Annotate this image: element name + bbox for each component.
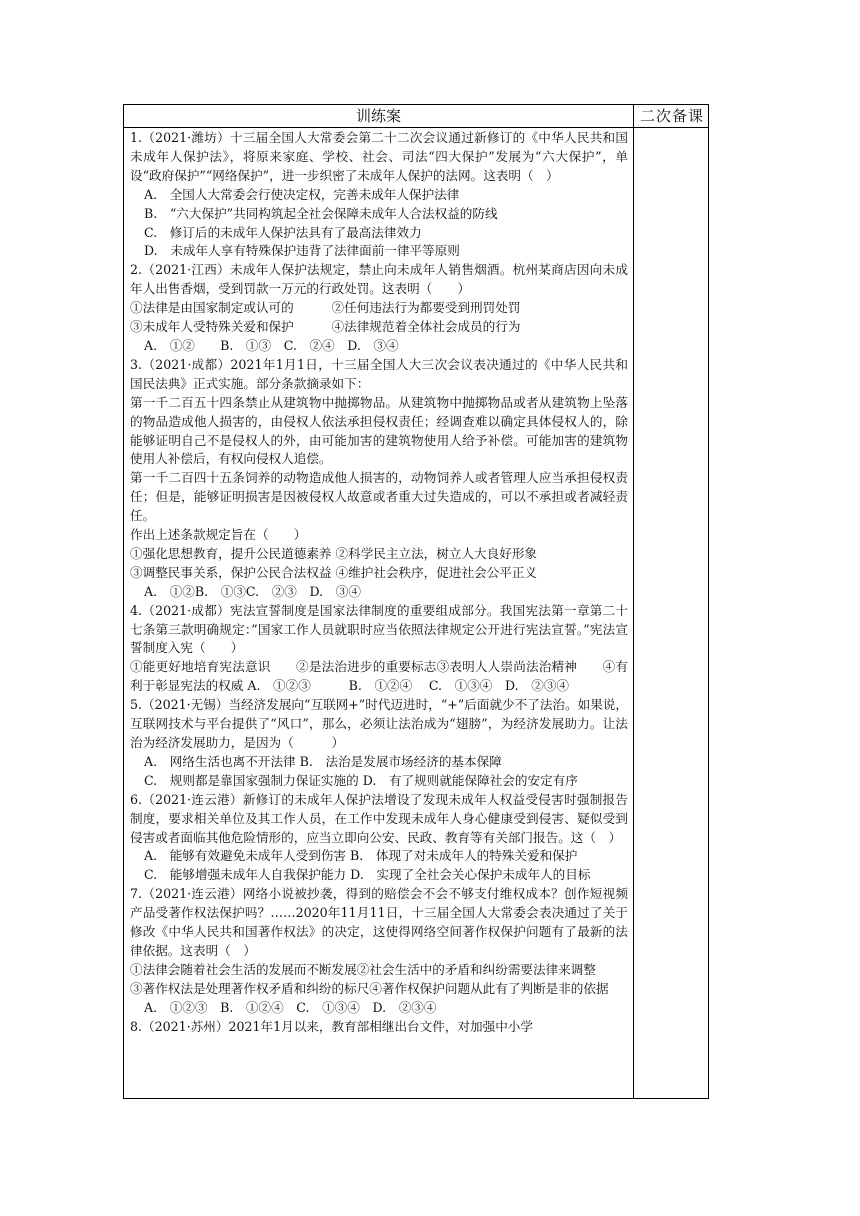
column-divider <box>633 105 634 1098</box>
q1-option-b: B. “六大保护”共同构筑起全社会保障未成年人合法权益的防线 <box>144 205 498 221</box>
q2-statement-1: ①法律是由国家制定或认可的 ②任何违法行为都要受到刑罚处罚 <box>130 300 521 316</box>
q7-stem: 7.（2021·连云港）网络小说被抄袭，得到的赔偿会不会不够支付维权成本？创作短视频产品受著作权法保护吗？……2020年11月11日，十三届全国人大常委会表决通过了关于修改《中华人民共和国著作权法》的决定，这使得网络空间著作权保护问题有了最新的法律依据。这表明（ ） <box>130 886 628 958</box>
q1-option-c: C. 修订后的未成年人保护法具有了最高法律效力 <box>144 224 422 240</box>
q3-stem: 3.（2021·成都）2021年1月1日，十三届全国人大三次会议表决通过的《中华人民共和国民法典》正式实施。部分条款摘录如下： <box>130 356 628 391</box>
header-divider <box>124 127 708 128</box>
q8-stem: 8.（2021·苏州）2021年1月以来，教育部相继出台文件，对加强中小学 <box>130 1018 533 1034</box>
header-main: 训练案 <box>355 107 401 125</box>
q5-stem: 5.（2021·无锡）当经济发展向“互联网+”时代迈进时，“+”后面就少不了法治。如果说，互联网技术与平台提供了“风口”，那么，必须让法治成为“翅膀”，为经济发展助力。让法治为经济发展助力，是因为（ ） <box>130 697 628 750</box>
q3-statement-2: ③调整民事关系，保护公民合法权益 ④维护社会秩序，促进社会公平正义 <box>130 564 538 580</box>
q7-options: A. ①②③ B. ①②④ C. ①③④ D. ②③④ <box>144 999 437 1015</box>
q2-options: A. ①② B. ①③ C. ②④ D. ③④ <box>144 337 399 353</box>
q6-options-cd: C. 能够增强未成年人自我保护能力 D. 实现了全社会关心保护未成年人的目标 <box>144 867 591 883</box>
q1-stem: 1.（2021·潍坊）十三届全国人大常委会第二十二次会议通过新修订的《中华人民共和国未成年人保护法》，将原来家庭、学校、社会、司法“四大保护”发展为“六大保护”，单设“政府保护”“网络保护”，进一步织密了未成年人保护的法网。这表明（ ） <box>130 130 628 183</box>
q2-statement-2: ③未成年人受特殊关爱和保护 ④法律规范着全体社会成员的行为 <box>130 319 521 335</box>
training-table <box>123 104 709 1099</box>
q3-options: A. ①②B. ①③C. ②③ D. ③④ <box>144 583 361 599</box>
q1-option-a: A. 全国人大常委会行使决定权，完善未成年人保护法律 <box>144 186 460 202</box>
q1-option-d: D. 未成年人享有特殊保护违背了法律面前一律平等原则 <box>144 243 460 259</box>
q5-options-cd: C. 规则都是靠国家强制力保证实施的 D. 有了规则就能保障社会的安定有序 <box>144 772 578 788</box>
q4-statements-options: ①能更好地培育宪法意识 ②是法治进步的重要标志③表明人人崇尚法治精神 ④有利于彰显宪法的权威 A. ①②③ B. ①②④ C. ①③④ D. ②③④ <box>130 659 628 694</box>
question-column <box>130 129 628 1097</box>
q7-statement-1: ①法律会随着社会生活的发展而不断发展②社会生活中的矛盾和纠纷需要法律来调整 <box>130 961 596 977</box>
q3-statement-1: ①强化思想教育，提升公民道德素养 ②科学民主立法，树立人大良好形象 <box>130 545 538 561</box>
header-side: 二次备课 <box>639 107 704 125</box>
q7-statement-2: ③著作权法是处理著作权矛盾和纠纷的标尺④著作权保护问题从此有了判断是非的依据 <box>130 980 609 996</box>
q5-options-ab: A. 网络生活也离不开法律 B. 法治是发展市场经济的基本保障 <box>144 753 502 769</box>
q2-stem: 2.（2021·江西）未成年人保护法规定，禁止向未成年人销售烟酒。杭州某商店因向未成年人出售香烟，受到罚款一万元的行政处罚。这表明（ ） <box>130 262 628 297</box>
q6-options-ab: A. 能够有效避免未成年人受到伤害 B. 体现了对未成年人的特殊关爱和保护 <box>144 848 578 864</box>
q6-stem: 6.（2021·连云港）新修订的未成年人保护法增设了发现未成年人权益受侵害时强制报告制度，要求相关单位及其工作人员，在工作中发现未成年人身心健康受到侵害、疑似受到侵害或者面临其他危险情形的，应当立即向公安、民政、教育等有关部门报告。这（ ） <box>130 791 628 845</box>
q4-stem: 4.（2021·成都）宪法宣誓制度是国家法律制度的重要组成部分。我国宪法第一章第二十七条第三款明确规定：”国家工作人员就职时应当依照法律规定公开进行宪法宣誓。”宪法宣誓制度入宪（ ） <box>130 602 628 656</box>
q3-prompt: 作出上述条款规定旨在（ ） <box>130 527 307 543</box>
q3-material-1: 第一千二百五十四条禁止从建筑物中抛掷物品。从建筑物中抛掷物品或者从建筑物上坠落的物品造成他人损害的，由侵权人依法承担侵权责任；经调查难以确定具体侵权人的，除能够证明自己不是侵权人的外，由可能加害的建筑物使用人给予补偿。可能加害的建筑物使用人补偿后，有权向侵权人追偿。 <box>130 394 628 467</box>
q3-material-2: 第一千二百四十五条饲养的动物造成他人损害的，动物饲养人或者管理人应当承担侵权责任；但是，能够证明损害是因被侵权人故意或者重大过失造成的，可以不承担或者减轻责任。 <box>130 470 628 524</box>
